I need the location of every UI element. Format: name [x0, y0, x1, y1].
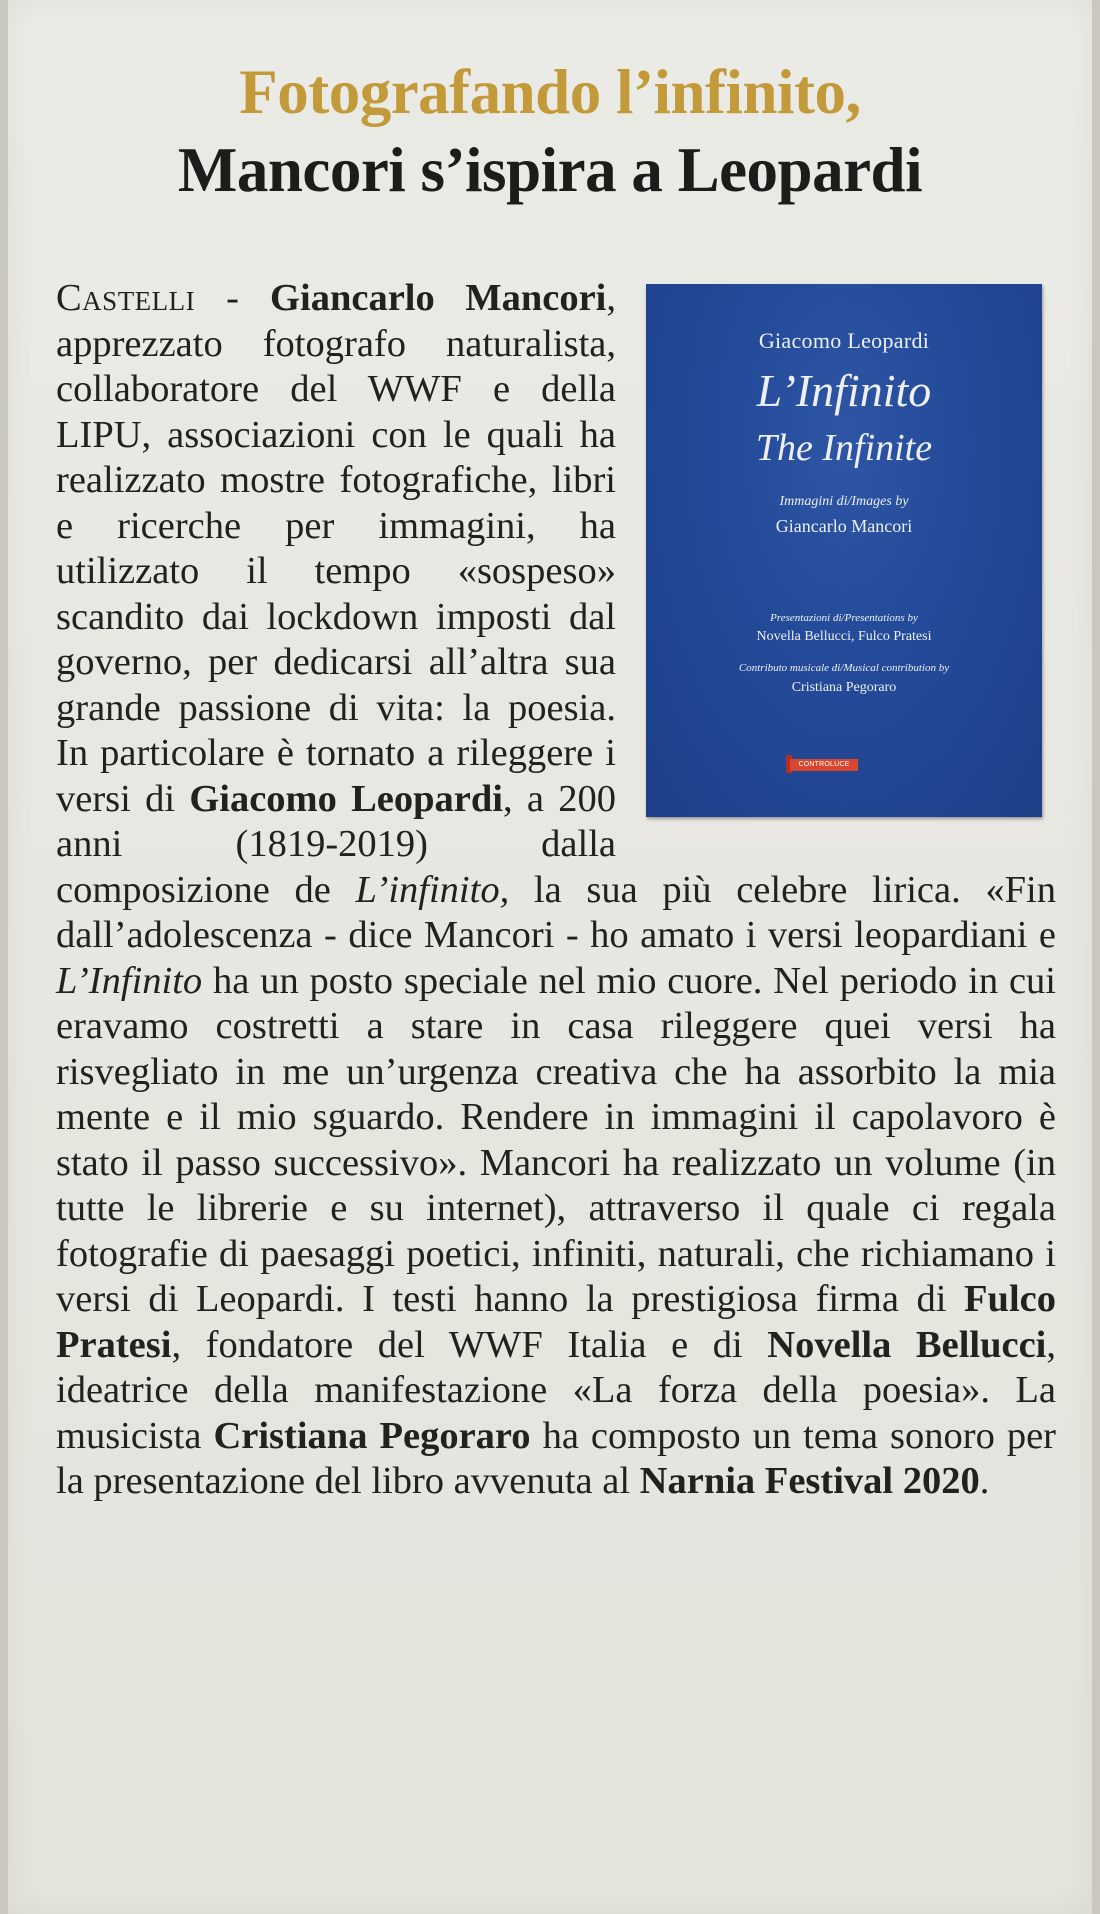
headline: [8, 55, 1092, 211]
name-giacomo-leopardi: Giacomo Leopardi: [189, 777, 503, 820]
cover-music-name: Cristiana Pegoraro: [791, 680, 897, 695]
cover-presentations-label: Presentazioni di/Presentations by: [770, 612, 918, 624]
cover-title-english: The Infinite: [755, 427, 933, 469]
title-linfinito-2: L’Infinito: [56, 959, 203, 1002]
event-narnia-festival: Narnia Festival 2020: [639, 1460, 980, 1502]
cover-author: Giacomo Leopardi: [758, 328, 930, 353]
name-novella-bellucci: Novella Bellucci: [767, 1323, 1047, 1366]
name-giancarlo-mancori: Giancarlo Mancori: [270, 277, 607, 319]
text-run: , a 200 anni (1819-2019) dalla composizione de: [56, 777, 616, 911]
name-fulco-pratesi: Fulco Pratesi: [56, 1278, 1056, 1366]
name-cristiana-pegoraro: Cristiana Pegoraro: [213, 1414, 531, 1457]
dateline: Castelli -: [56, 277, 240, 319]
headline-line-1: Fotografando l’infinito,: [239, 57, 861, 127]
text-run: .: [979, 1460, 990, 1502]
cover-title-italian: L’Infinito: [756, 365, 932, 416]
cover-music-label: Contributo musicale di/Musical contribution by: [738, 662, 950, 674]
headline-line-2: Mancori s’ispira a Leopardi: [177, 135, 923, 205]
cover-presentations-names: Novella Bellucci, Fulco Pratesi: [756, 629, 932, 644]
text-run: ha un posto speciale nel mio cuore. Nel periodo in cui eravamo costretti a stare in casa rileggere quei versi ha risvegliato in me un’urgenza creativa che ha assorbito la mia mente e il mio sguardo. Rendere in immagini il capolavoro è stato il passo successivo». Mancori ha realizzato un volume (in tutte le librerie e su internet), attraverso il quale ci regala fotografie di paesaggi poetici, infiniti, naturali, che richiamano i versi di Leopardi. I testi hanno la prestigiosa firma di: [56, 959, 1056, 1320]
text-run: la sua più celebre lirica. «Fin dall’adolescenza - dice Mancori - ho amato i versi leopardiani e: [56, 868, 1056, 956]
cover-images-credit-label: Immagini di/Images by: [779, 494, 909, 509]
text-run: ha composto un tema sonoro per la presentazione del libro avvenuta al: [56, 1414, 1056, 1502]
text-run: , apprezzato fotografo naturalista, collaboratore del WWF e della LIPU, associazioni con le quali ha realizzato mostre fotografiche, libri e ricerche per immagini, ha utilizzato il tempo «sospeso» scandito dai lockdown imposti dal governo, per dedicarsi all’altra sua grande passione di vita: la poesia. In particolare è tornato a rileggere i versi di: [56, 277, 616, 820]
magazine-page: [8, 0, 1092, 1914]
publisher-logo: CONTROLUCE: [790, 759, 858, 771]
title-linfinito: L’infinito,: [355, 868, 510, 911]
text-run: , ideatrice della manifestazione «La forza della poesia». La musicista: [56, 1323, 1056, 1457]
text-run: [240, 277, 271, 319]
text-run: , fondatore del WWF Italia e di: [171, 1323, 768, 1366]
cover-images-credit-name: Giancarlo Mancori: [775, 516, 913, 536]
book-cover-image: [646, 284, 1042, 817]
